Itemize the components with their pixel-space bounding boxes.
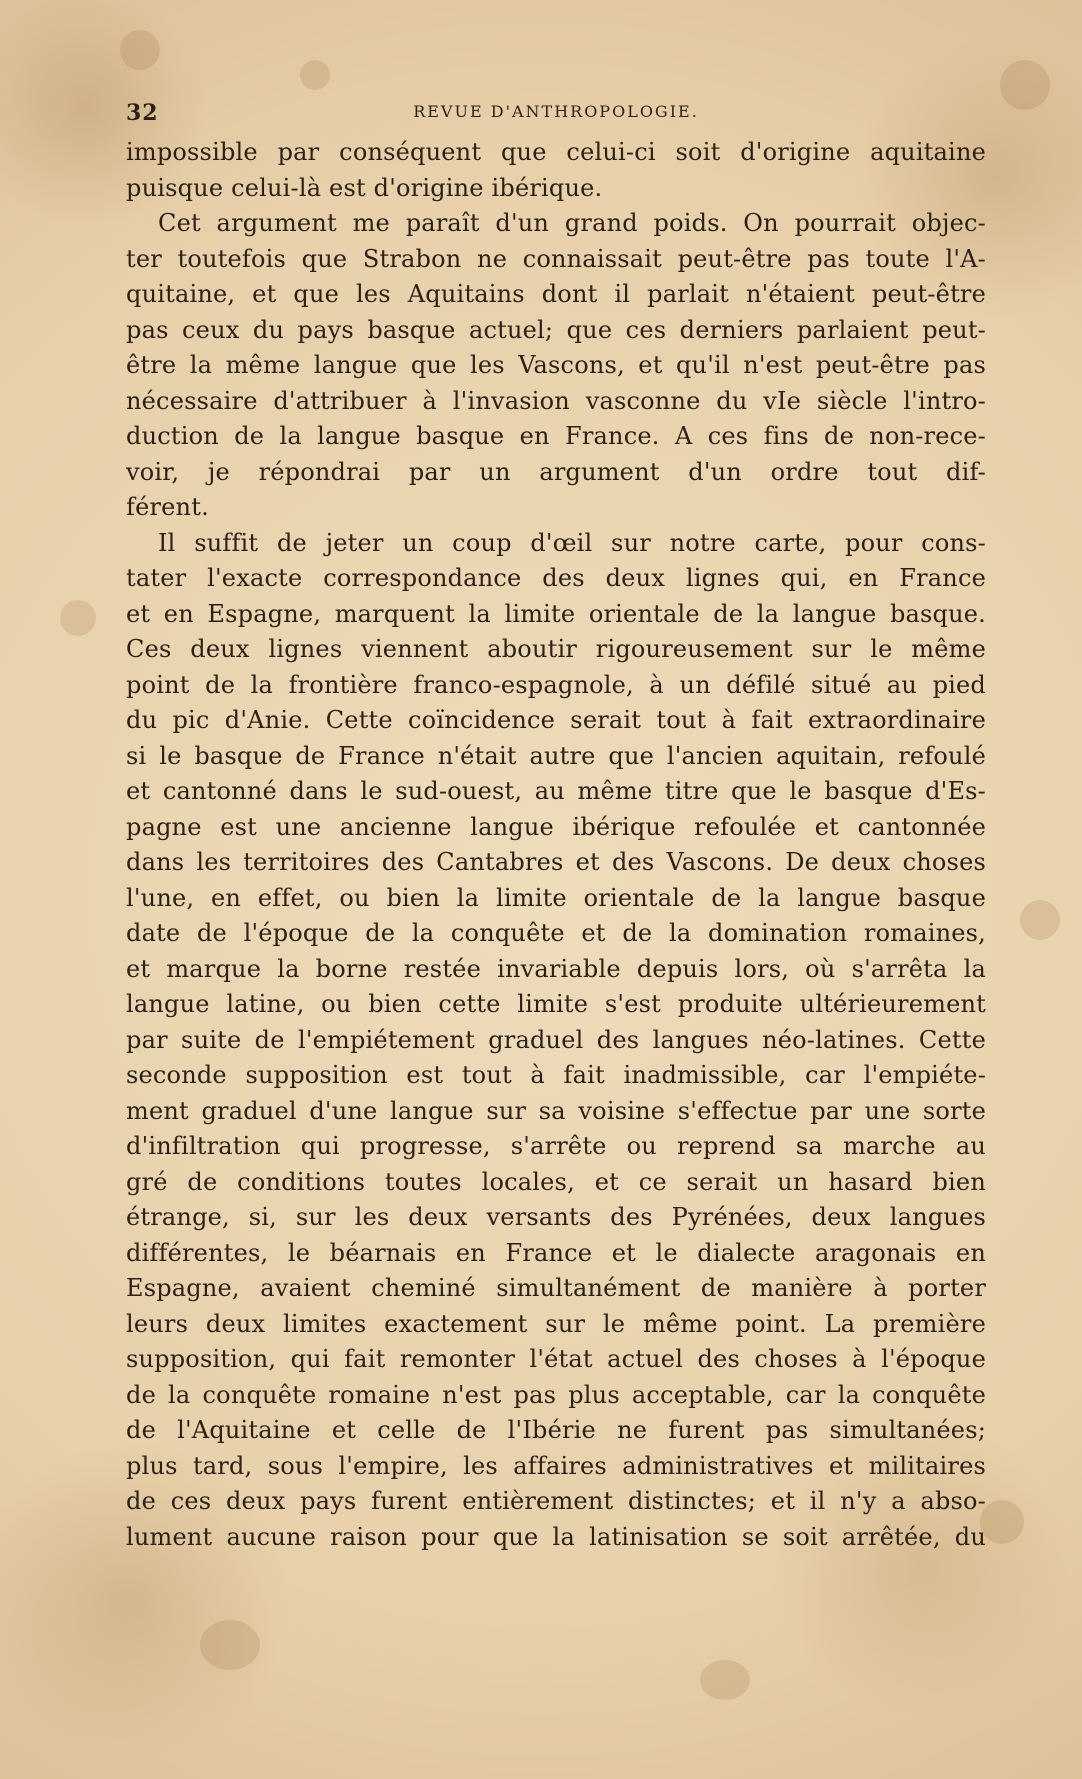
text-line: étrange, si, sur les deux versants des Pyrénées, deux langues (126, 1203, 986, 1231)
text-line: l'une, en effet, ou bien la limite orientale de la langue basque (126, 883, 986, 912)
text-line: de l'Aquitaine et celle de l'Ibérie ne furent pas simultanées; (126, 1416, 986, 1444)
text-line: Espagne, avaient cheminé simultanément de manière à porter (126, 1274, 986, 1302)
text-line: Cet argument me paraît d'un grand poids. On pourrait objec- (158, 209, 986, 237)
text-line: duction de la langue basque en France. A ces fins de non-rece- (126, 422, 986, 450)
running-title: REVUE D'ANTHROPOLOGIE. (413, 102, 699, 121)
text-line: langue latine, ou bien cette limite s'est produite ultérieurement (126, 990, 986, 1018)
text-line: plus tard, sous l'empire, les affaires administratives et militaires (126, 1451, 986, 1480)
foxing-spot (120, 30, 160, 70)
foxing-spot (60, 600, 96, 636)
foxing-spot (1020, 900, 1060, 940)
text-line: du pic d'Anie. Cette coïncidence serait tout à fait extraordinaire (126, 706, 986, 734)
text-line: date de l'époque de la conquête et de la domination romaines, (126, 919, 986, 947)
page-number: 32 (126, 100, 159, 126)
text-line: ment graduel d'une langue sur sa voisine s'effectue par une sorte (126, 1096, 986, 1125)
text-line: de la conquête romaine n'est pas plus acceptable, car la conquête (126, 1380, 986, 1409)
text-line: supposition, qui fait remonter l'état actuel des choses à l'époque (126, 1345, 986, 1373)
text-line: férent. (126, 493, 209, 521)
text-line: pas ceux du pays basque actuel; que ces derniers parlaient peut- (126, 315, 986, 344)
text-line: lument aucune raison pour que la latinisation se soit arrêtée, du (126, 1522, 986, 1551)
text-line: leurs deux limites exactement sur le même point. La première (126, 1309, 986, 1338)
text-line: point de la frontière franco-espagnole, à un défilé situé au pied (126, 670, 986, 699)
foxing-spot (700, 1660, 750, 1700)
text-line: d'infiltration qui progresse, s'arrête ou reprend sa marche au (126, 1132, 986, 1160)
text-line: par suite de l'empiétement graduel des langues néo-latines. Cette (126, 1025, 986, 1054)
foxing-spot (1000, 60, 1050, 110)
foxing-spot (300, 60, 330, 90)
foxing-spot (200, 1620, 260, 1670)
text-line: Ces deux lignes viennent aboutir rigoureusement sur le même (126, 635, 986, 663)
text-line: être la même langue que les Vascons, et qu'il n'est peut-être pas (126, 351, 986, 379)
text-line: quitaine, et que les Aquitains dont il parlait n'étaient peut-être (126, 280, 986, 308)
text-line: puisque celui-là est d'origine ibérique. (126, 173, 603, 202)
text-line: Il suffit de jeter un coup d'œil sur notre carte, pour cons- (158, 528, 986, 557)
text-line: tater l'exacte correspondance des deux lignes qui, en France (126, 564, 986, 592)
text-line: voir, je répondrai par un argument d'un ordre tout dif- (126, 457, 986, 486)
foxing-spot (980, 1500, 1024, 1544)
text-line: nécessaire d'attribuer à l'invasion vasconne du vIe siècle l'intro- (126, 386, 986, 415)
body-text (126, 135, 986, 1555)
text-line: pagne est une ancienne langue ibérique refoulée et cantonnée (126, 812, 986, 841)
text-line: différentes, le béarnais en France et le dialecte aragonais en (126, 1238, 986, 1267)
text-line: gré de conditions toutes locales, et ce serait un hasard bien (126, 1167, 986, 1196)
text-line: et marque la borne restée invariable depuis lors, où s'arrêta la (126, 954, 986, 983)
text-line: de ces deux pays furent entièrement distinctes; et il n'y a abso- (126, 1487, 986, 1515)
text-line: et cantonné dans le sud-ouest, au même titre que le basque d'Es- (126, 777, 986, 805)
text-line: si le basque de France n'était autre que l'ancien aquitain, refoulé (126, 741, 986, 770)
text-line: impossible par conséquent que celui-ci soit d'origine aquitaine (126, 138, 986, 166)
text-line: et en Espagne, marquent la limite orientale de la langue basque. (126, 599, 986, 628)
text-line: seconde supposition est tout à fait inadmissible, car l'empiéte- (126, 1061, 986, 1089)
text-line: dans les territoires des Cantabres et des Vascons. De deux choses (126, 848, 986, 876)
text-line: ter toutefois que Strabon ne connaissait peut-être pas toute l'A- (126, 244, 986, 273)
page-header (126, 100, 986, 128)
